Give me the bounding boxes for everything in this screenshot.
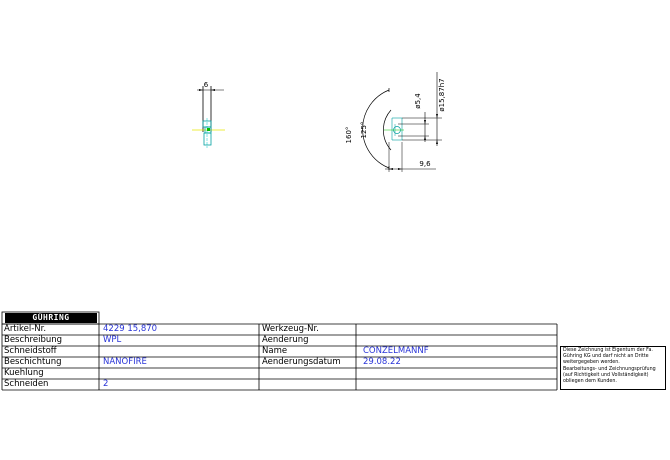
label-kuehlung: Kuehlung <box>4 368 44 378</box>
note-line: Diese Zeichnung ist Eigentum der Fa. <box>563 348 653 353</box>
label-werkzeug-nr: Werkzeug-Nr. <box>262 324 319 334</box>
label-aenderungsdatum: Aenderungsdatum <box>262 357 341 367</box>
label-schneidstoff: Schneidstoff <box>4 346 57 356</box>
value-schneiden: 2 <box>103 379 109 389</box>
dim-bore-diameter: ø5,4 <box>414 93 422 109</box>
dim-width: 6 <box>203 81 209 89</box>
dim-angle-outer: 160° <box>345 126 353 144</box>
note-line: obliegen dem Kunden. <box>563 379 617 385</box>
ownership-note <box>560 346 666 390</box>
logo-text: GÜHRING <box>32 313 70 322</box>
label-beschichtung: Beschichtung <box>4 357 62 367</box>
note-line: Gühring KG und darf nicht an Dritte <box>563 354 649 360</box>
label-aenderung: Aenderung <box>262 335 309 345</box>
dim-angle-inner: 125° <box>360 121 368 139</box>
note-line: Bearbeitungs- und Zeichnungsprüfung <box>563 366 656 372</box>
value-aenderungsdatum: 29.08.22 <box>363 357 401 367</box>
value-artikel-nr: 4229 15,870 <box>103 324 158 334</box>
label-beschreibung: Beschreibung <box>4 335 63 345</box>
note-line: (auf Richtigkeit und Vollständigkeit) <box>563 372 649 378</box>
value-beschichtung: NANOFIRE <box>103 357 147 367</box>
label-schneiden: Schneiden <box>4 379 49 389</box>
value-name: CONZELMANNF <box>363 346 429 356</box>
company-logo <box>5 313 97 323</box>
dim-length: 9,6 <box>419 160 431 168</box>
note-line: weitergegeben werden. <box>563 360 620 366</box>
label-artikel-nr: Artikel-Nr. <box>4 324 47 334</box>
dim-shank-diameter: ø15,87h7 <box>438 78 446 112</box>
side-view <box>192 81 225 148</box>
label-name: Name <box>262 346 288 356</box>
front-view <box>345 72 446 172</box>
value-beschreibung: WPL <box>103 335 122 345</box>
